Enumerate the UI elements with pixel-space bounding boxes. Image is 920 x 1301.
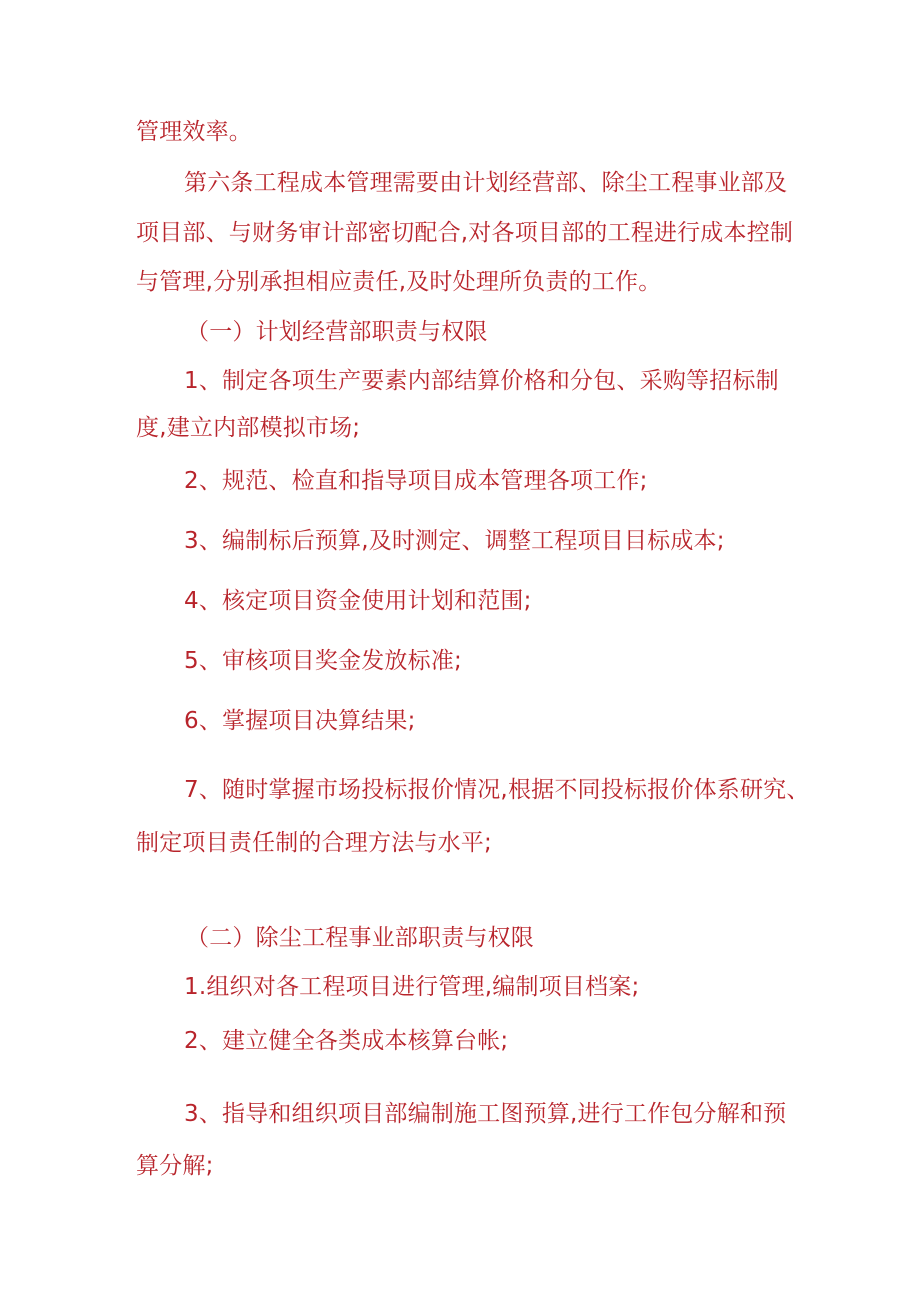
list-item-1-3: 3、编制标后预算,及时测定、调整工程项目目标成本; xyxy=(184,528,725,554)
list-item-1-2: 2、规范、检直和指导项目成本管理各项工作; xyxy=(184,468,648,494)
article-6-line-2: 项目部、与财务审计部密切配合,对各项目部的工程进行成本控制 xyxy=(136,220,794,246)
section-heading-2: （二）除尘工程事业部职责与权限 xyxy=(186,925,534,951)
list-item-1-5: 5、审核项目奖金发放标准; xyxy=(184,648,462,674)
list-item-1-7-cont: 制定项目责任制的合理方法与水平; xyxy=(136,830,492,856)
list-item-2-3-cont: 算分解; xyxy=(136,1153,214,1179)
article-6-line-1: 第六条工程成本管理需要由计划经营部、除尘工程事业部及 xyxy=(184,170,788,196)
list-item-2-2: 2、建立健全各类成本核算台帐; xyxy=(184,1028,509,1054)
list-item-1-7: 7、随时掌握市场投标报价情况,根据不同投标报价体系研究、 xyxy=(184,777,810,803)
section-heading-1: （一）计划经营部职责与权限 xyxy=(186,319,488,345)
list-item-1-1: 1、制定各项生产要素内部结算价格和分包、采购等招标制 xyxy=(184,368,779,394)
list-item-2-1: 1.组织对各工程项目进行管理,编制项目档案; xyxy=(184,974,640,1000)
list-item-1-4: 4、核定项目资金使用计划和范围; xyxy=(184,588,532,614)
list-item-1-1-cont: 度,建立内部模拟市场; xyxy=(136,415,361,441)
article-6-line-3: 与管理,分别承担相应责任,及时处理所负责的工作。 xyxy=(136,269,662,295)
list-item-2-3: 3、指导和组织项目部编制施工图预算,进行工作包分解和预 xyxy=(184,1101,787,1127)
list-item-1-6: 6、掌握项目决算结果; xyxy=(184,708,416,734)
paragraph-line: 管理效率。 xyxy=(136,119,252,145)
